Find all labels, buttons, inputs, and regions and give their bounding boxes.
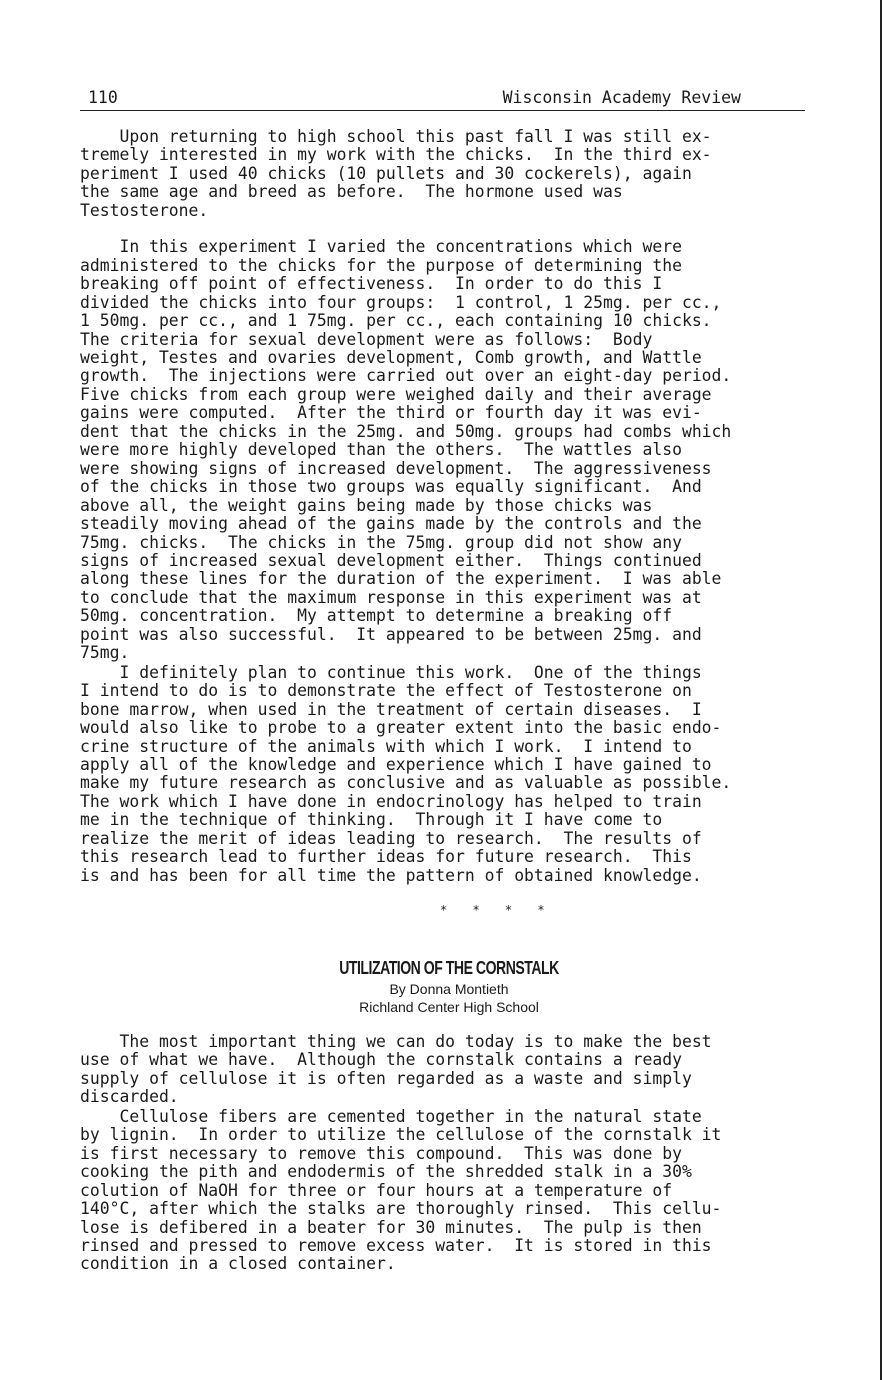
article-author: By Donna Montieth: [389, 981, 509, 997]
journal-title: Wisconsin Academy Review: [502, 88, 741, 107]
paragraph: Cellulose fibers are cemented together in the natural state by lignin. In order to utilize the cellulose of the cornstalk it is first necessary to remove this compound. This was done by cooking the pith and endodermis of the shredded stalk in a 30% colution of NaOH for three or four hours at a temperature of 140°C, after which the stalks are thoroughly rinsed. This cellu- lose is defibered in a beater for 30 minutes. The pulp is then rinsed and pressed to remove excess water. It is stored in this condition in a closed container.: [80, 1106, 722, 1274]
continued-article-body: [80, 128, 820, 885]
article-heading: [0, 956, 882, 1016]
article-school: Richland Center High School: [359, 999, 539, 1015]
paragraph: I definitely plan to continue this work. One of the things I intend to do is to demonstrate the effect of Testosterone on bone marrow, when used in the treatment of certain diseases. I would also like to probe to a greater extent into the basic endo- crine structure of the animals with which I work. I intend to apply all of the knowledge and experience which I have gained to make my future research as conclusive and as valuable as possible. The work which I have done in endocrinology has helped to train me in the technique of thinking. Through it I have come to realize the merit of ideas leading to research. The results of this research lead to further ideas for future research. This is and has been for all time the pattern of obtained knowledge.: [80, 662, 732, 885]
running-header: [80, 88, 805, 111]
paragraph: The most important thing we can do today is to make the best use of what we have. Although the cornstalk contains a ready supply of cellulose it is often regarded as a waste and simply discarded.: [80, 1032, 712, 1107]
article-title: UTILIZATION OF THE CORNSTALK: [339, 958, 559, 978]
paragraph: In this experiment I varied the concentrations which were administered to the chicks for the purpose of determining the breaking off point of effectiveness. In order to do this I divided the chicks into four groups: 1 control, 1 25mg. per cc., 1 50mg. per cc., and 1 75mg. per cc., each containing 10 chicks. The criteria for sexual development were as follows: Body weight, Testes and ovaries development, Comb growth, and Wattle growth. The injections were carried out over an eight-day period. Five chicks from each group were weighed daily and their average gains were computed. After the third or fourth day it was evi- dent that the chicks in the 25mg. and 50mg. groups had combs which were more highly developed than the others. The wattles also were showing signs of increased development. The aggressiveness of the chicks in those two groups was equally significant. And above all, the weight gains being made by those chicks was steadily moving ahead of the gains made by the controls and the 75mg. chicks. The chicks in the 75mg. group did not show any signs of increased sexual development either. Things continued along these lines for the duration of the experiment. I was able to conclude that the maximum response in this experiment was at 50mg. concentration. My attempt to determine a breaking off point was also successful. It appeared to be between 25mg. and 75mg.: [80, 237, 732, 663]
page-number: 110: [88, 88, 118, 107]
new-article-body: [80, 1033, 820, 1274]
section-separator: * * * *: [440, 903, 554, 917]
paragraph: Upon returning to high school this past fall I was still ex- tremely interested in my work with the chicks. In the third ex- periment I used 40 chicks (10 pullets and 30 cockerels), again the same age and breed as before. The hormone used was Testosterone.: [80, 127, 712, 220]
